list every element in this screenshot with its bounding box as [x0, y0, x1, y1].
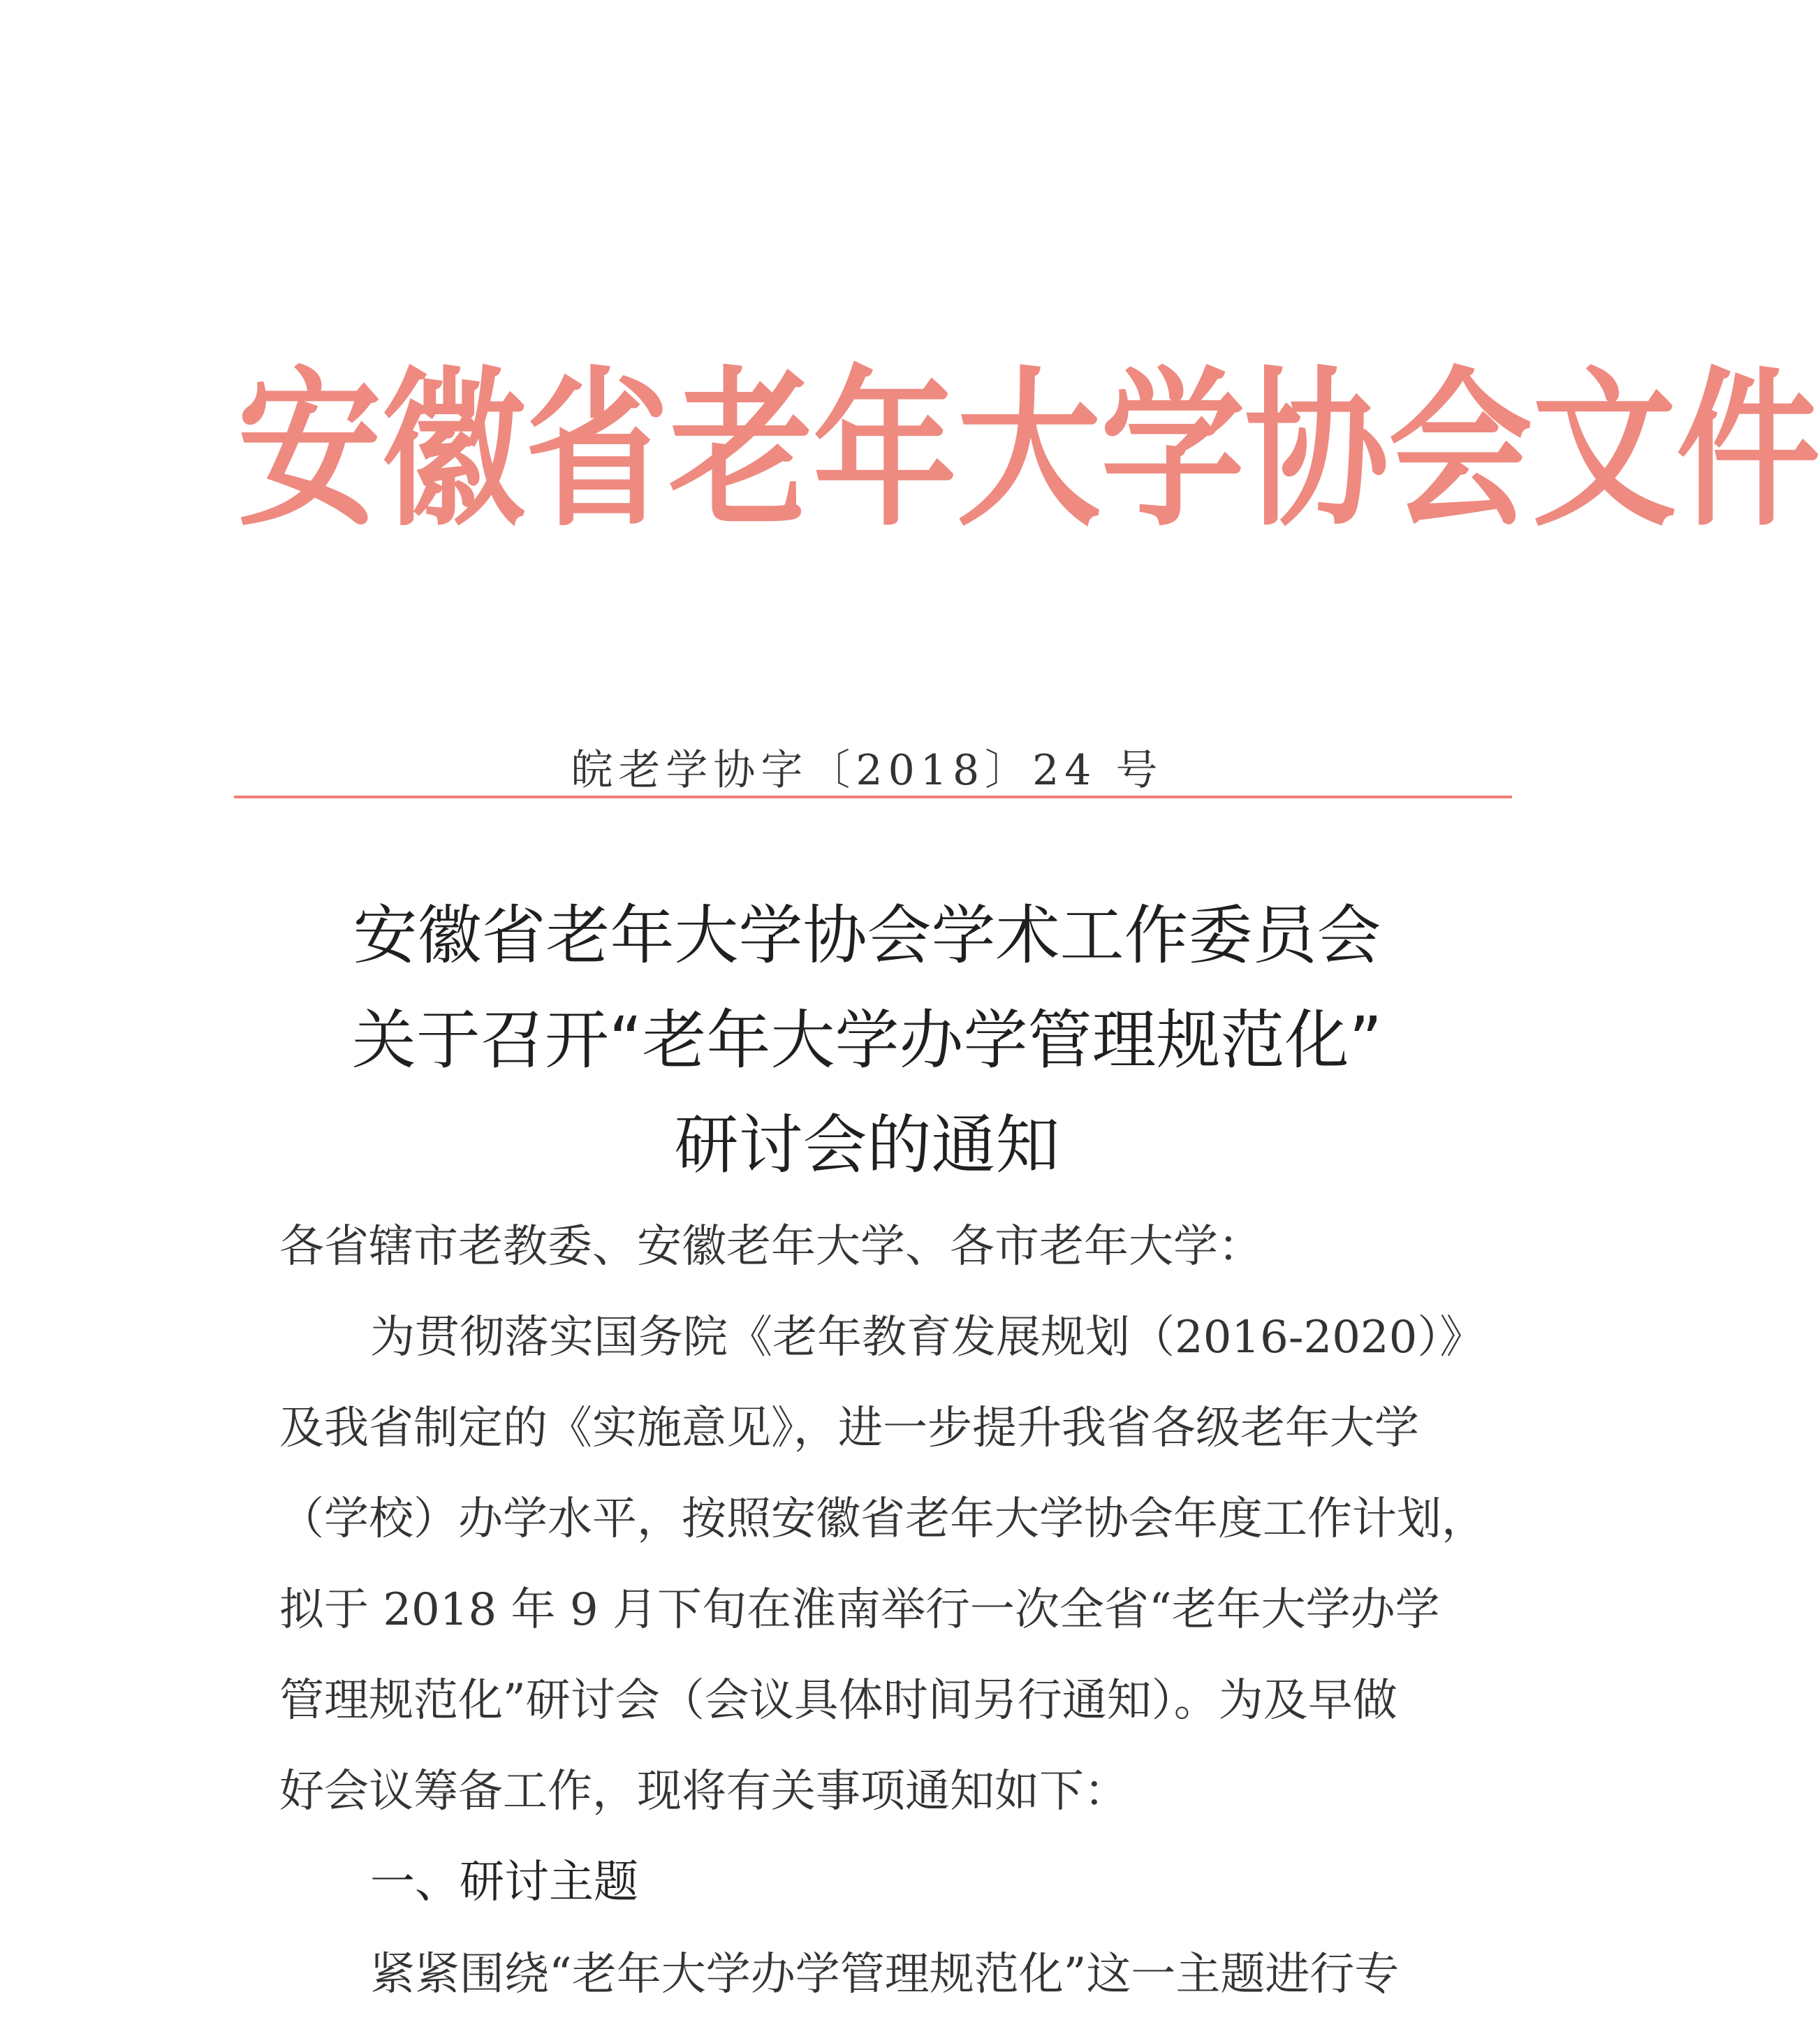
- letterhead-char: 学: [1101, 351, 1245, 550]
- letterhead-char: 年: [813, 351, 957, 550]
- letterhead-char: 安: [237, 351, 382, 550]
- red-divider-line: [234, 796, 1512, 798]
- letterhead-char: 大: [957, 351, 1101, 550]
- paragraph-line: 为贯彻落实国务院《老年教育发展规划（2016-2020）》: [370, 1312, 1485, 1363]
- notice-title-line: 安徽省老年大学协会学术工作委员会: [353, 898, 1381, 973]
- paragraph-line: 好会议筹备工作，现将有关事项通知如下：: [279, 1766, 1129, 1817]
- notice-title: [0, 884, 1734, 1198]
- document-number: 皖老学协字〔2018〕24 号: [571, 746, 1164, 795]
- letterhead-char: 会: [1388, 351, 1533, 550]
- notice-title-line: 研讨会的通知: [674, 1108, 1060, 1183]
- letterhead-char: 徽: [381, 351, 526, 550]
- paragraph-line: 拟于 2018 年 9 月下旬在淮南举行一次全省“老年大学办学: [279, 1584, 1440, 1636]
- salutation: 各省辖市老教委、安徽老年大学、各市老年大学：: [279, 1221, 1263, 1273]
- letterhead-char: 协: [1245, 351, 1389, 550]
- letterhead-title: [237, 351, 1820, 550]
- letterhead-char: 省: [525, 351, 670, 550]
- paragraph-line: 及我省制定的《实施意见》，进一步提升我省各级老年大学: [279, 1403, 1419, 1454]
- letterhead-char: 文: [1532, 351, 1677, 550]
- intro-paragraph: [279, 1292, 1486, 1837]
- letterhead-char: 老: [669, 351, 814, 550]
- section-heading: 一、研讨主题: [370, 1857, 638, 1908]
- section-body-line: 紧紧围绕“老年大学办学管理规范化”这一主题进行专: [370, 1949, 1400, 2000]
- notice-title-line: 关于召开“老年大学办学管理规范化”: [351, 1003, 1383, 1078]
- paragraph-line: 管理规范化”研讨会（会议具体时间另行通知）。为及早做: [279, 1675, 1397, 1727]
- paragraph-line: （学校）办学水平，按照安徽省老年大学协会年度工作计划，: [279, 1493, 1486, 1545]
- letterhead-char: 件: [1676, 351, 1820, 550]
